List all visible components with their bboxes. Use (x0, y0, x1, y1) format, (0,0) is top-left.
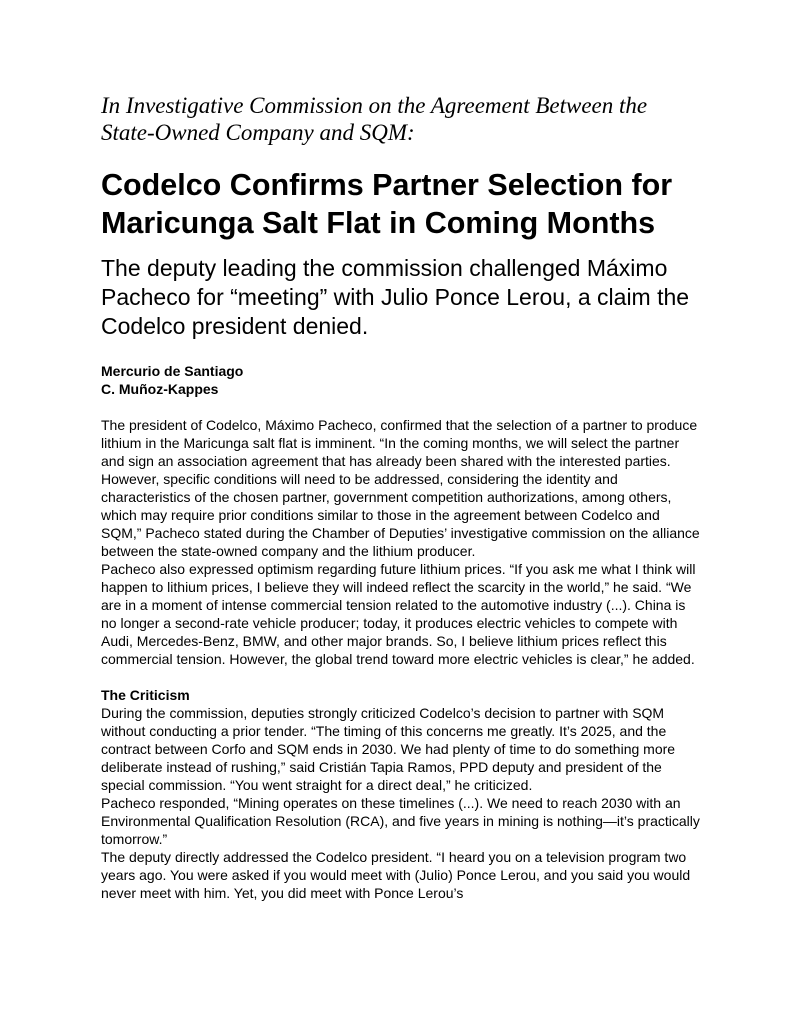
article (101, 92, 711, 902)
section-paragraph-1: During the commission, deputies strongly criticized Codelco’s decision to partner with SQM without conducting a prior tender. “The timing of this concerns me greatly. It’s 2025, and the contract between Corfo and SQM ends in 2030. We had plenty of time to do something more deliberate instead of rushing,” said Cristián Tapia Ramos, PPD deputy and president of the special commission. “You went straight for a direct deal,” he criticized. (101, 705, 676, 793)
byline-source: Mercurio de Santiago (101, 363, 244, 379)
paragraph-1: The president of Codelco, Máximo Pacheco, confirmed that the selection of a partner to produce lithium in the Maricunga salt flat is imminent. “In the coming months, we will select the partner and sign an association agreement that has already been shared with the interested parties. However, specific conditions will need to be addressed, considering the identity and characteristics of the chosen partner, government competition authorizations, among others, which may require prior conditions similar to those in the agreement between Codelco and SQM,” Pacheco stated during the Chamber of Deputies’ investigative commission on the alliance between the state-owned company and the lithium producer. (101, 417, 700, 559)
section-spacer (101, 668, 701, 686)
kicker: In Investigative Commission on the Agreement Between the State-Owned Company and SQM: (101, 93, 648, 145)
section-paragraph-3: The deputy directly addressed the Codelco president. “I heard you on a television program two years ago. You were asked if you would meet with (Julio) Ponce Lerou, and you said you would never meet with him. Yet, you did meet with Ponce Lerou’s (101, 849, 691, 901)
article-body (101, 416, 701, 902)
subheadline: The deputy leading the commission challenged Máximo Pacheco for “meeting” with Julio Ponce Lerou, a claim the Codelco president denied. (101, 255, 690, 339)
byline-author: C. Muñoz-Kappes (101, 381, 219, 397)
headline: Codelco Confirms Partner Selection for Maricunga Salt Flat in Coming Months (101, 168, 673, 240)
paragraph-2: Pacheco also expressed optimism regarding future lithium prices. “If you ask me what I think will happen to lithium prices, I believe they will indeed reflect the scarcity in the world,” he said. “We are in a moment of intense commercial tension related to the automotive industry (...). China is no longer a second-rate vehicle producer; today, it produces electric vehicles to compete with Audi, Mercedes-Benz, BMW, and other major brands. So, I believe lithium prices reflect this commercial tension. However, the global trend toward more electric vehicles is clear,” he added. (101, 561, 696, 667)
section-paragraph-2: Pacheco responded, “Mining operates on these timelines (...). We need to reach 2030 with an Environmental Qualification Resolution (RCA), and five years in mining is nothing—it’s practically tomorrow.” (101, 795, 700, 847)
section-heading: The Criticism (101, 687, 190, 703)
byline (101, 362, 711, 398)
